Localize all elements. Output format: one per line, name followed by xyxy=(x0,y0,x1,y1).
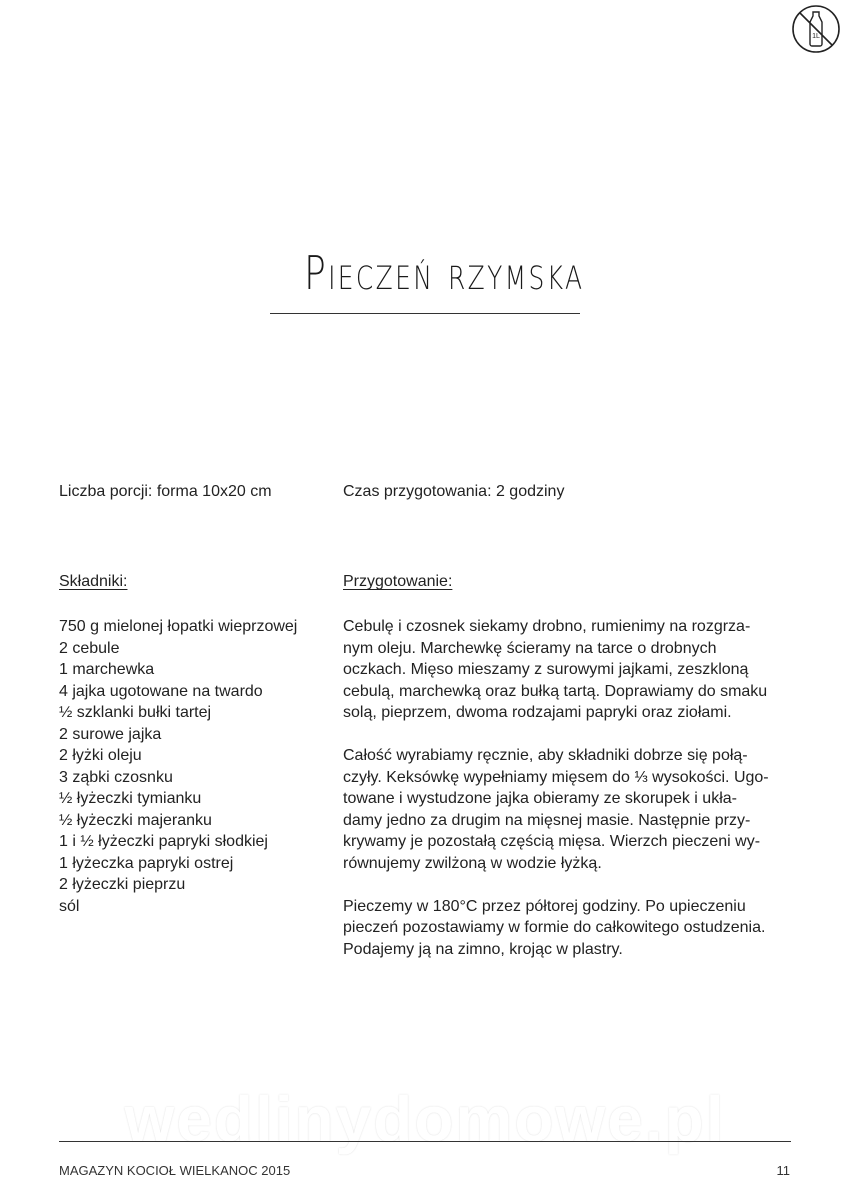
ingredient-item: sól xyxy=(59,897,80,915)
preparation-text xyxy=(343,616,789,982)
ingredient-item: 1 łyżeczka papryki ostrej xyxy=(59,854,234,872)
watermark: wedlinydomowe.pl xyxy=(124,1083,726,1155)
preparation-line: Cebulę i czosnek siekamy drobno, rumienimy na rozgrza- xyxy=(343,618,751,635)
prep-time-info: Czas przygotowania: 2 godziny xyxy=(343,483,565,500)
preparation-line: równujemy zwilżoną w wodzie łyżką. xyxy=(343,854,602,872)
preparation-line: pieczeń pozostawiamy w formie do całkowitego ostudzenia. xyxy=(343,919,766,936)
preparation-line: Całość wyrabiamy ręcznie, aby składniki dobrze się połą- xyxy=(343,747,748,764)
preparation-line: damy jedno za drugim na mięsnej masie. Następnie przy- xyxy=(343,811,751,829)
ingredient-item: 750 g mielonej łopatki wieprzowej xyxy=(59,618,298,635)
ingredient-item: ½ szklanki bułki tartej xyxy=(59,704,212,721)
preparation-paragraph xyxy=(343,745,789,874)
ingredient-item: 2 łyżeczki pieprzu xyxy=(59,876,186,893)
ingredient-item: 2 surowe jajka xyxy=(59,725,162,743)
ingredient-item: 1 marchewka xyxy=(59,661,155,678)
preparation-paragraph xyxy=(343,896,789,961)
ingredient-item: 3 ząbki czosnku xyxy=(59,768,173,786)
preparation-line: krywamy je pozostałą częścią mięsa. Wierzch pieczeni wy- xyxy=(343,833,761,850)
preparation-paragraph xyxy=(343,616,789,724)
ingredients-heading: Składniki: xyxy=(59,573,128,590)
preparation-line: cebulą, marchewką oraz bułką tartą. Doprawiamy do smaku xyxy=(343,682,768,700)
ingredient-item: 2 cebule xyxy=(59,639,120,657)
title-underline xyxy=(270,313,580,314)
page-number: 11 xyxy=(776,1163,790,1178)
badge-label: 1L xyxy=(812,33,820,40)
ingredient-item: 2 łyżki oleju xyxy=(59,747,142,764)
preparation-line: solą, pieprzem, dwoma rodzajami papryki oraz ziołami. xyxy=(343,704,732,721)
ingredient-item: ½ łyżeczki majeranku xyxy=(59,811,212,829)
preparation-line: Podajemy ją na zimno, krojąc w plastry. xyxy=(343,940,623,958)
preparation-line: Pieczemy w 180°C przez półtorej godziny. Po upieczeniu xyxy=(343,897,746,915)
ingredients-list xyxy=(59,616,297,917)
ingredient-item: 1 i ½ łyżeczki papryki słodkiej xyxy=(59,833,268,850)
preparation-line: czyły. Keksówkę wypełniamy mięsem do ⅓ wysokości. Ugo- xyxy=(343,768,769,786)
footer-magazine-name: MAGAZYN KOCIOŁ WIELKANOC 2015 xyxy=(59,1163,291,1178)
no-milk-badge-icon xyxy=(790,3,842,55)
servings-info: Liczba porcji: forma 10x20 cm xyxy=(59,483,272,500)
ingredient-item: ½ łyżeczki tymianku xyxy=(59,790,202,807)
preparation-line: oczkach. Mięso mieszamy z surowymi jajkami, zeszkloną xyxy=(343,661,749,678)
preparation-heading: Przygotowanie: xyxy=(343,573,453,590)
ingredient-item: 4 jajka ugotowane na twardo xyxy=(59,682,263,700)
recipe-title: Pieczeń rzymska xyxy=(304,246,585,300)
preparation-line: towane i wystudzone jajka obieramy ze skorupek i ukła- xyxy=(343,790,737,807)
footer-divider xyxy=(59,1141,791,1142)
preparation-line: nym oleju. Marchewkę ścieramy na tarce o drobnych xyxy=(343,639,717,657)
